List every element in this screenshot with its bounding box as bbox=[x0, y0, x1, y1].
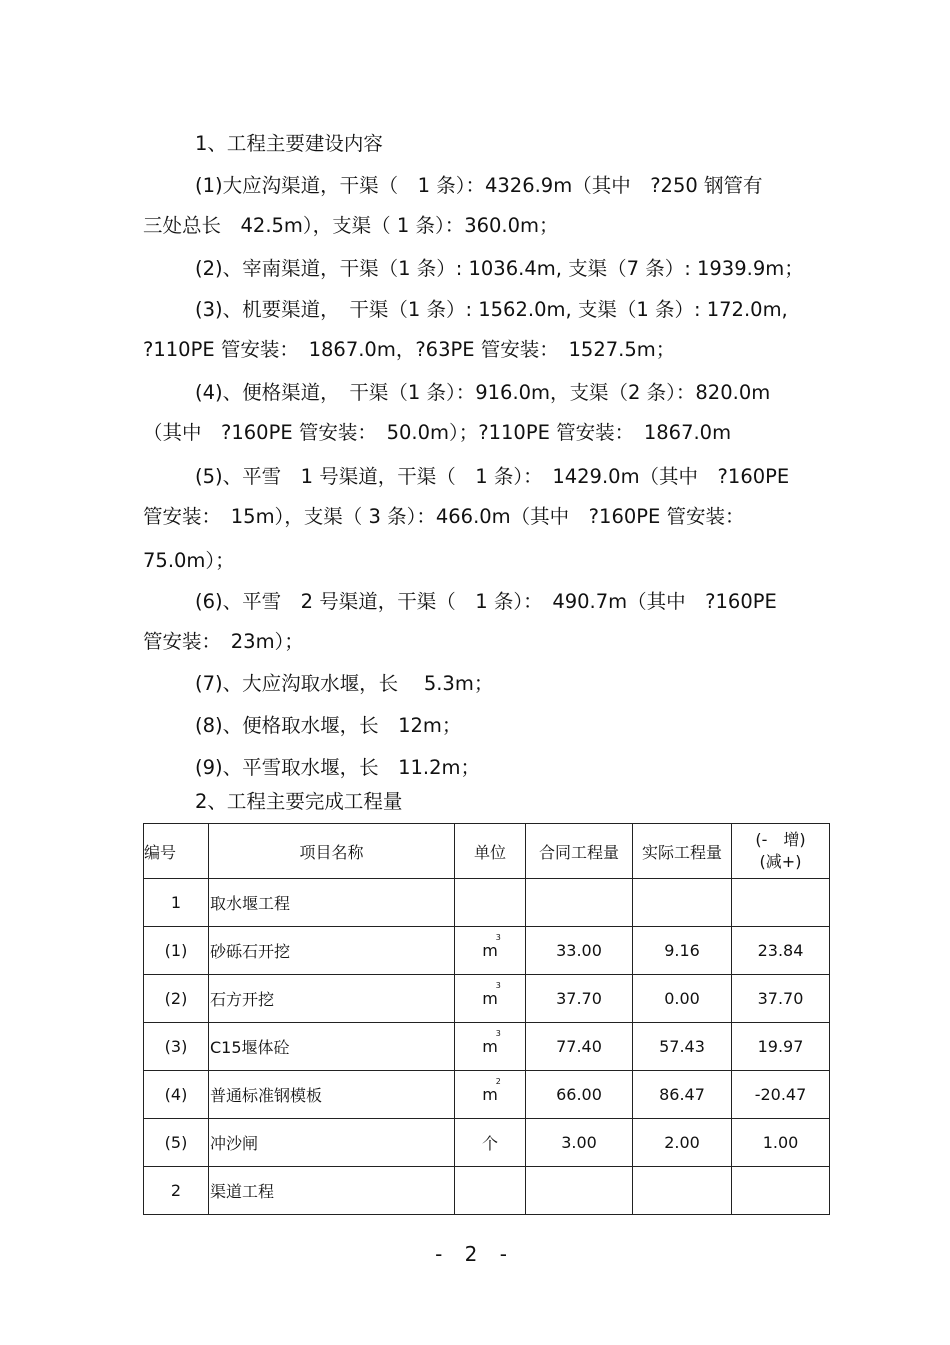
cell-id: 2 bbox=[144, 1167, 209, 1215]
cell-diff: -20.47 bbox=[732, 1071, 830, 1119]
header-actual: 实际工程量 bbox=[633, 824, 732, 879]
unit-exponent: 3 bbox=[495, 1029, 501, 1038]
unit-base: m bbox=[482, 1037, 498, 1056]
item-7-line-1: (7)、大应沟取水堰，长 5.3m； bbox=[195, 672, 494, 695]
unit-label bbox=[482, 1077, 501, 1104]
header-id: 编号 bbox=[144, 824, 209, 879]
header-diff-line-1: (- 增) bbox=[755, 830, 806, 849]
cell-diff: 19.97 bbox=[732, 1023, 830, 1071]
item-5-line-1: (5)、平雪 1 号渠道，干渠（ 1 条）： 1429.0m（其中 ?160PE bbox=[195, 465, 790, 488]
item-9 bbox=[143, 748, 813, 788]
header-name: 项目名称 bbox=[209, 824, 455, 879]
item-1-line-2: 三处总长 42.5m），支渠（ 1 条）：360.0m； bbox=[143, 214, 559, 237]
cell-name: C15堰体砼 bbox=[209, 1023, 455, 1071]
section2-title: 2、工程主要完成工程量 bbox=[195, 790, 403, 813]
cell-actual: 9.16 bbox=[633, 927, 732, 975]
item-4-line-1: (4)、便格渠道， 干渠（1 条）：916.0m，支渠（2 条）：820.0m bbox=[195, 381, 771, 404]
table-row bbox=[144, 1071, 830, 1119]
cell-actual: 0.00 bbox=[633, 975, 732, 1023]
cell-diff bbox=[732, 1167, 830, 1215]
item-5 bbox=[143, 457, 813, 581]
cell-diff bbox=[732, 879, 830, 927]
header-contract: 合同工程量 bbox=[526, 824, 633, 879]
item-3 bbox=[143, 290, 813, 370]
cell-unit bbox=[455, 1071, 526, 1119]
item-6 bbox=[143, 582, 813, 662]
header-unit: 单位 bbox=[455, 824, 526, 879]
cell-diff: 37.70 bbox=[732, 975, 830, 1023]
table-row bbox=[144, 1119, 830, 1167]
cell-contract: 37.70 bbox=[526, 975, 633, 1023]
unit-label bbox=[482, 1131, 498, 1154]
table-body bbox=[144, 879, 830, 1215]
cell-contract bbox=[526, 879, 633, 927]
table-header-row bbox=[144, 824, 830, 879]
unit-base: 个 bbox=[481, 1134, 498, 1153]
cell-id: (1) bbox=[144, 927, 209, 975]
cell-contract: 77.40 bbox=[526, 1023, 633, 1071]
cell-name: 取水堰工程 bbox=[209, 879, 455, 927]
cell-contract: 33.00 bbox=[526, 927, 633, 975]
item-5-line-3: 75.0m）； bbox=[143, 549, 235, 572]
cell-actual bbox=[633, 879, 732, 927]
unit-label bbox=[482, 933, 501, 960]
cell-name: 渠道工程 bbox=[209, 1167, 455, 1215]
item-1-line-1: (1)大应沟渠道，干渠（ 1 条）：4326.9m（其中 ?250 钢管有 bbox=[195, 174, 763, 197]
table-row bbox=[144, 975, 830, 1023]
cell-id: (2) bbox=[144, 975, 209, 1023]
cell-id: (4) bbox=[144, 1071, 209, 1119]
item-2 bbox=[143, 249, 813, 289]
table-row bbox=[144, 1023, 830, 1071]
cell-diff: 1.00 bbox=[732, 1119, 830, 1167]
item-4 bbox=[143, 373, 813, 453]
cell-unit bbox=[455, 879, 526, 927]
cell-name: 普通标准钢模板 bbox=[209, 1071, 455, 1119]
cell-actual: 2.00 bbox=[633, 1119, 732, 1167]
cell-unit bbox=[455, 1119, 526, 1167]
cell-actual: 86.47 bbox=[633, 1071, 732, 1119]
cell-id: (3) bbox=[144, 1023, 209, 1071]
header-diff bbox=[732, 824, 830, 879]
item-3-line-2: ?110PE 管安装： 1867.0m，?63PE 管安装： 1527.5m； bbox=[143, 338, 676, 361]
item-8 bbox=[143, 706, 813, 746]
cell-name: 冲沙闸 bbox=[209, 1119, 455, 1167]
unit-exponent: 3 bbox=[495, 933, 501, 942]
table-row bbox=[144, 927, 830, 975]
item-2-line-1: (2)、宰南渠道，干渠（1 条）: 1036.4m, 支渠（7 条）: 1939.9m； bbox=[195, 257, 804, 280]
item-1 bbox=[143, 166, 813, 246]
cell-id: 1 bbox=[144, 879, 209, 927]
section1-title: 1、工程主要建设内容 bbox=[195, 132, 383, 155]
cell-name: 砂砾石开挖 bbox=[209, 927, 455, 975]
cell-actual: 57.43 bbox=[633, 1023, 732, 1071]
cell-actual bbox=[633, 1167, 732, 1215]
quantities-table bbox=[143, 823, 830, 1215]
unit-base: m bbox=[482, 989, 498, 1008]
header-diff-line-2: (减+) bbox=[759, 852, 802, 871]
cell-unit bbox=[455, 1023, 526, 1071]
item-4-line-2: （其中 ?160PE 管安装： 50.0m）；?110PE 管安装： 1867.0m bbox=[143, 421, 732, 444]
item-8-line-1: (8)、便格取水堰，长 12m； bbox=[195, 714, 462, 737]
cell-contract: 3.00 bbox=[526, 1119, 633, 1167]
item-6-line-1: (6)、平雪 2 号渠道，干渠（ 1 条）： 490.7m（其中 ?160PE bbox=[195, 590, 777, 613]
cell-unit bbox=[455, 1167, 526, 1215]
item-9-line-1: (9)、平雪取水堰，长 11.2m； bbox=[195, 756, 481, 779]
unit-base: m bbox=[482, 1085, 498, 1104]
table-row bbox=[144, 1167, 830, 1215]
unit-label bbox=[482, 1029, 501, 1056]
item-5-line-2: 管安装： 15m），支渠（ 3 条）：466.0m（其中 ?160PE 管安装： bbox=[143, 505, 745, 528]
table-row bbox=[144, 879, 830, 927]
cell-unit bbox=[455, 975, 526, 1023]
cell-unit bbox=[455, 927, 526, 975]
item-6-line-2: 管安装： 23m）； bbox=[143, 630, 304, 653]
unit-label bbox=[482, 981, 501, 1008]
cell-contract bbox=[526, 1167, 633, 1215]
cell-diff: 23.84 bbox=[732, 927, 830, 975]
cell-id: (5) bbox=[144, 1119, 209, 1167]
cell-contract: 66.00 bbox=[526, 1071, 633, 1119]
item-7 bbox=[143, 664, 813, 704]
unit-base: m bbox=[482, 941, 498, 960]
cell-name: 石方开挖 bbox=[209, 975, 455, 1023]
item-3-line-1: (3)、机要渠道， 干渠（1 条）: 1562.0m, 支渠（1 条）: 172.0m, bbox=[195, 298, 788, 321]
page-number: - 2 - bbox=[435, 1242, 515, 1266]
unit-exponent: 3 bbox=[495, 981, 501, 990]
unit-exponent: 2 bbox=[495, 1077, 501, 1086]
